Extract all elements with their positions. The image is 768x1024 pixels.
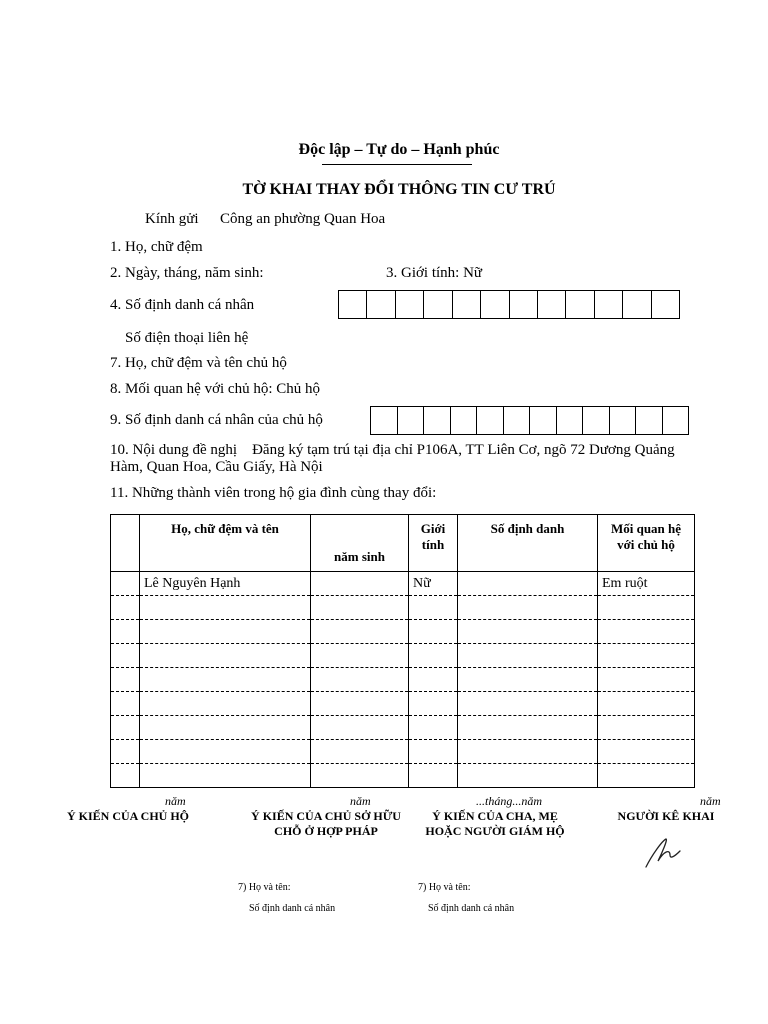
field-request xyxy=(110,442,680,476)
cell-name xyxy=(140,620,311,644)
cell-birth-year xyxy=(311,620,409,644)
cell-name xyxy=(140,692,311,716)
cell-birth-year xyxy=(311,596,409,620)
cell-id xyxy=(458,572,598,596)
sig2-date: năm xyxy=(350,794,371,808)
members-label: 11. Những thành viên trong hộ gia đình cùng thay đổi: xyxy=(110,485,437,501)
sig3-title-line2: HOẶC NGƯỜI GIÁM HỘ xyxy=(425,824,565,838)
id-box-cell xyxy=(623,291,651,318)
id-box-cell xyxy=(652,291,679,318)
cell-name xyxy=(140,740,311,764)
id-box-cell xyxy=(398,407,425,434)
id-box-cell xyxy=(453,291,481,318)
id-box-cell xyxy=(530,407,557,434)
field-head-name: 7. Họ, chữ đệm và tên chủ hộ xyxy=(110,355,287,371)
cell-gender xyxy=(409,692,458,716)
id-box-cell xyxy=(424,291,452,318)
head-id-boxes xyxy=(370,406,689,435)
cell-id xyxy=(458,644,598,668)
cell-name xyxy=(140,596,311,620)
table-header-row xyxy=(111,515,695,572)
table-row xyxy=(111,644,695,668)
cell-name xyxy=(140,644,311,668)
footnote-right-id: Số định danh cá nhân xyxy=(428,903,515,914)
cell-gender xyxy=(409,764,458,788)
col-header-blank xyxy=(111,515,140,572)
cell-relation xyxy=(598,692,695,716)
cell-birth-year xyxy=(311,740,409,764)
sig2-title xyxy=(228,809,424,839)
id-box-cell xyxy=(481,291,509,318)
cell-birth-year xyxy=(311,572,409,596)
cell-id xyxy=(458,740,598,764)
id-box-cell xyxy=(510,291,538,318)
motto: Độc lập – Tự do – Hạnh phúc xyxy=(298,141,500,158)
col-header-birth-year: năm sinh xyxy=(311,515,409,572)
id-box-cell xyxy=(339,291,367,318)
id-box-cell xyxy=(371,407,398,434)
cell-relation xyxy=(598,716,695,740)
sig3-title xyxy=(412,809,578,839)
table-row xyxy=(111,668,695,692)
cell-birth-year xyxy=(311,668,409,692)
field-dob: 2. Ngày, tháng, năm sinh: xyxy=(110,265,264,281)
cell-relation xyxy=(598,596,695,620)
cell-id xyxy=(458,620,598,644)
sig3-title-line1: Ý KIẾN CỦA CHA, MẸ xyxy=(432,809,558,823)
cell-name xyxy=(140,716,311,740)
cell-index xyxy=(111,692,140,716)
field-gender: 3. Giới tính: Nữ xyxy=(386,265,483,281)
sig1-title: Ý KIẾN CỦA CHỦ HỘ xyxy=(66,809,189,823)
sig4-date: năm xyxy=(700,794,721,808)
cell-id xyxy=(458,716,598,740)
id-box-cell xyxy=(595,291,623,318)
id-box-cell xyxy=(396,291,424,318)
sig2-title-line1: Ý KIẾN CỦA CHỦ SỞ HỮU xyxy=(251,809,401,823)
cell-gender xyxy=(409,716,458,740)
table-row xyxy=(111,716,695,740)
addressee-label: Kính gửi xyxy=(145,211,199,227)
cell-gender xyxy=(409,740,458,764)
field-relation: 8. Mối quan hệ với chủ hộ: Chủ hộ xyxy=(110,381,320,397)
cell-index xyxy=(111,764,140,788)
table-row xyxy=(111,620,695,644)
cell-index xyxy=(111,740,140,764)
cell-name: Lê Nguyên Hạnh xyxy=(140,572,311,596)
addressee-value: Công an phường Quan Hoa xyxy=(220,211,386,227)
cell-gender xyxy=(409,620,458,644)
cell-index xyxy=(111,620,140,644)
sig3-date: ...tháng...năm xyxy=(476,794,542,808)
request-label: 10. Nội dung đề nghị xyxy=(110,442,238,458)
col-header-id: Số định danh xyxy=(458,515,598,572)
id-box-cell xyxy=(636,407,663,434)
footnote-left-name: 7) Họ và tên: xyxy=(238,882,291,893)
cell-relation: Em ruột xyxy=(598,572,695,596)
motto-underline xyxy=(322,164,472,165)
table-row xyxy=(111,764,695,788)
cell-gender: Nữ xyxy=(409,572,458,596)
members-table xyxy=(110,514,695,788)
cell-birth-year xyxy=(311,692,409,716)
id-box-cell xyxy=(504,407,531,434)
id-box-cell xyxy=(583,407,610,434)
col-header-name: Họ, chữ đệm và tên xyxy=(140,515,311,572)
id-box-cell xyxy=(451,407,478,434)
cell-birth-year xyxy=(311,764,409,788)
sig1-date: năm xyxy=(165,794,186,808)
cell-birth-year xyxy=(311,644,409,668)
col-header-gender: Giới tính xyxy=(409,515,458,572)
cell-index xyxy=(111,668,140,692)
table-row xyxy=(111,572,695,596)
cell-relation xyxy=(598,644,695,668)
field-id-number: 4. Số định danh cá nhân xyxy=(110,297,255,313)
field-name: 1. Họ, chữ đệm xyxy=(110,239,203,255)
sig4-title: NGƯỜI KÊ KHAI xyxy=(617,809,715,823)
cell-gender xyxy=(409,596,458,620)
id-number-boxes xyxy=(338,290,680,319)
cell-index xyxy=(111,572,140,596)
id-box-cell xyxy=(477,407,504,434)
cell-name xyxy=(140,668,311,692)
cell-gender xyxy=(409,644,458,668)
field-phone: Số điện thoại liên hệ xyxy=(125,330,249,346)
handwritten-signature xyxy=(640,835,688,871)
id-box-cell xyxy=(538,291,566,318)
cell-id xyxy=(458,692,598,716)
table-row xyxy=(111,740,695,764)
table-row xyxy=(111,596,695,620)
sig2-title-line2: CHỖ Ở HỢP PHÁP xyxy=(274,824,378,838)
col-header-relation: Mối quan hệ với chủ hộ xyxy=(598,515,695,572)
footnote-left-id: Số định danh cá nhân xyxy=(249,903,336,914)
request-value: Đăng ký tạm trú tại địa chỉ P106A, TT Liên Cơ, ngõ 72 Dương Quảng Hàm, Quan Hoa, Cầu Giấy, Hà Nội xyxy=(110,442,675,475)
id-box-cell xyxy=(566,291,594,318)
id-box-cell xyxy=(367,291,395,318)
cell-index xyxy=(111,596,140,620)
cell-gender xyxy=(409,668,458,692)
table-row xyxy=(111,692,695,716)
form-title: TỜ KHAI THAY ĐỔI THÔNG TIN CƯ TRÚ xyxy=(242,181,556,198)
id-box-cell xyxy=(557,407,584,434)
cell-index xyxy=(111,716,140,740)
cell-relation xyxy=(598,668,695,692)
id-box-cell xyxy=(663,407,689,434)
cell-relation xyxy=(598,740,695,764)
cell-id xyxy=(458,596,598,620)
cell-index xyxy=(111,644,140,668)
cell-relation xyxy=(598,764,695,788)
id-box-cell xyxy=(610,407,637,434)
cell-name xyxy=(140,764,311,788)
footnote-right-name: 7) Họ và tên: xyxy=(418,882,471,893)
cell-relation xyxy=(598,620,695,644)
field-head-id: 9. Số định danh cá nhân của chủ hộ xyxy=(110,412,323,428)
cell-birth-year xyxy=(311,716,409,740)
cell-id xyxy=(458,668,598,692)
id-box-cell xyxy=(424,407,451,434)
cell-id xyxy=(458,764,598,788)
